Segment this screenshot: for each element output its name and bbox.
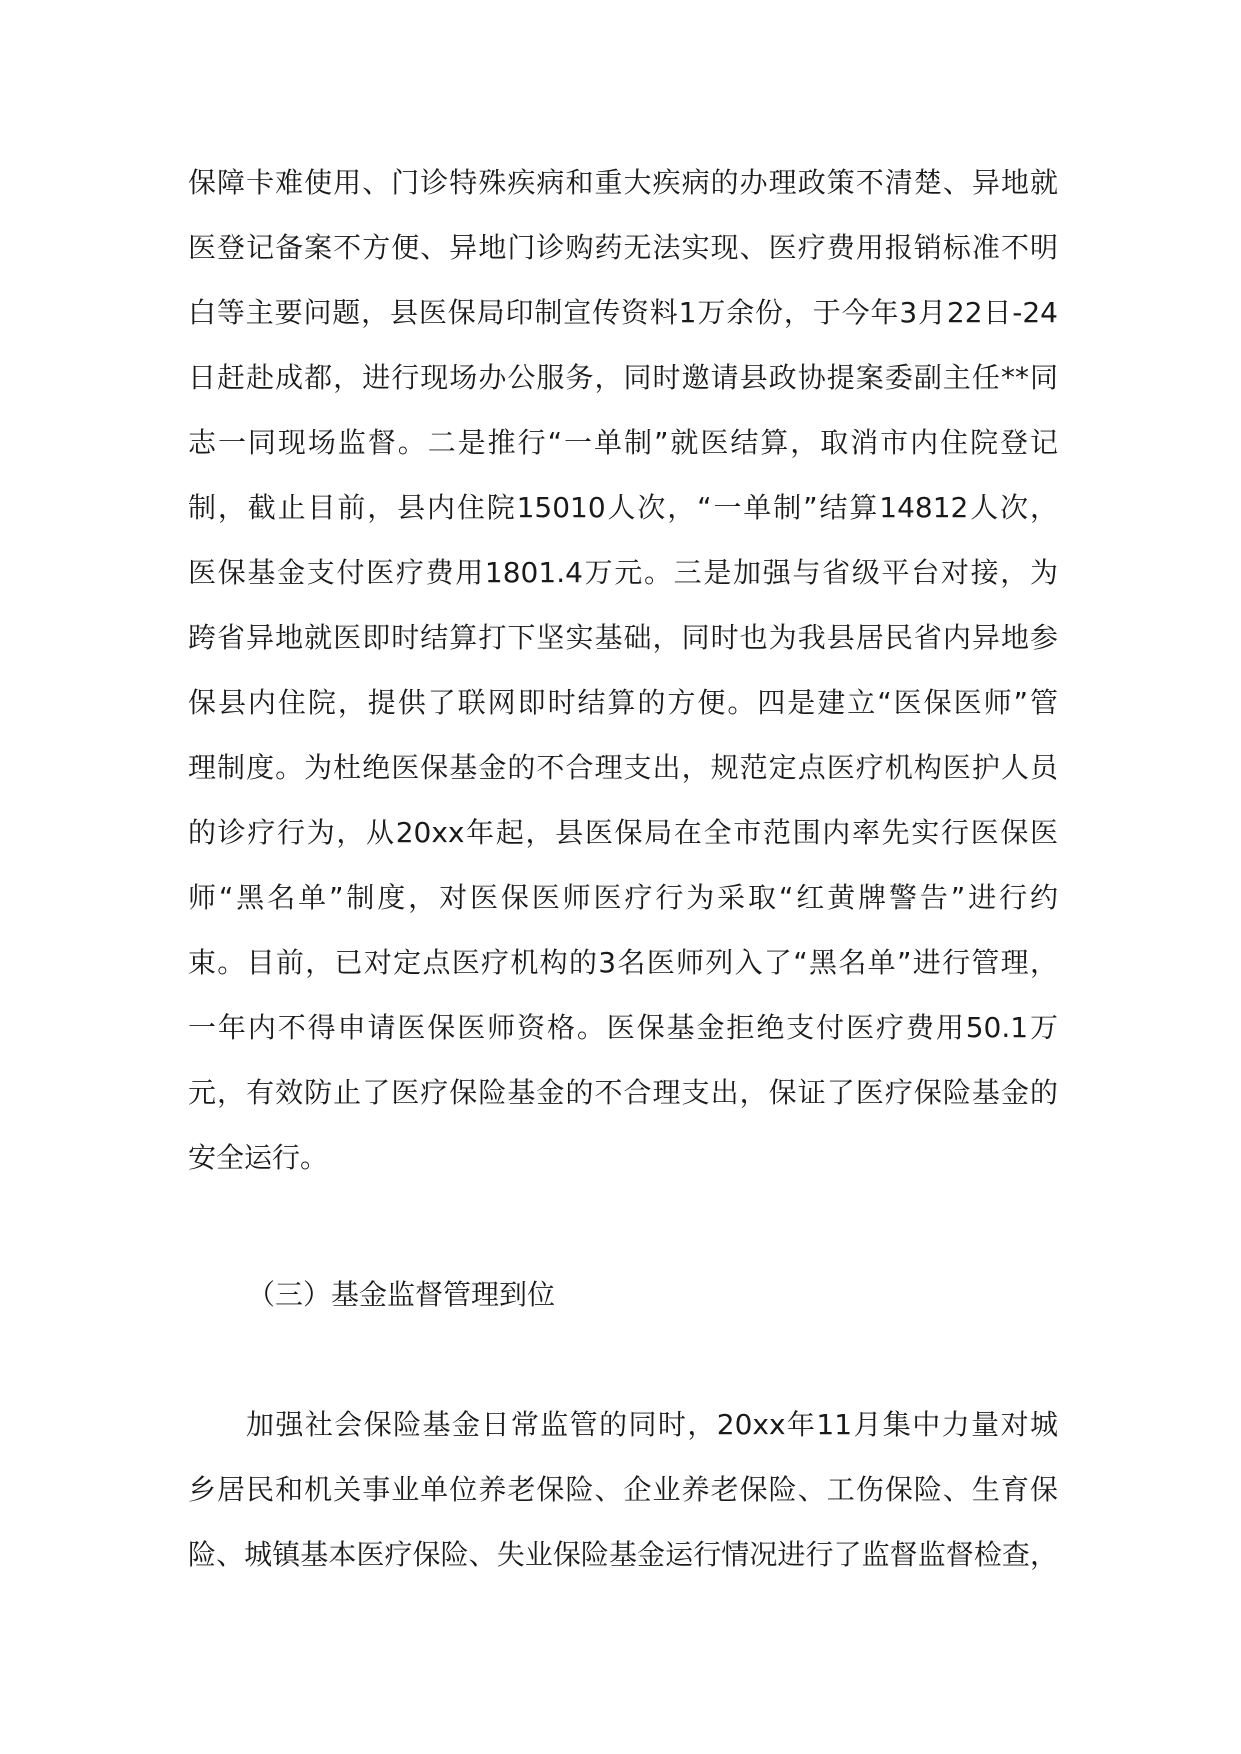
paragraph-line: 安全运行。	[188, 1141, 329, 1174]
paragraph-1	[188, 150, 1058, 1190]
paragraph-line: 一年内不得申请医保医师资格。医保基金拒绝支付医疗费用50.1万	[188, 1011, 1058, 1044]
paragraph-line: 险、城镇基本医疗保险、失业保险基金运行情况进行了监督监督检查，	[188, 1538, 1058, 1571]
paragraph-line: 加强社会保险基金日常监管的同时，20xx年11月集中力量对城	[246, 1408, 1058, 1441]
paragraph-line: 日赶赴成都，进行现场办公服务，同时邀请县政协提案委副主任**同	[188, 361, 1058, 394]
paragraph-line: 保县内住院，提供了联网即时结算的方便。四是建立“医保医师”管	[188, 686, 1058, 719]
paragraph-line: 制，截止目前，县内住院15010人次，“一单制”结算14812人次，	[188, 491, 1058, 524]
paragraph-line: 跨省异地就医即时结算打下坚实基础，同时也为我县居民省内异地参	[188, 621, 1058, 654]
paragraph-line: 保障卡难使用、门诊特殊疾病和重大疾病的办理政策不清楚、异地就	[188, 166, 1058, 199]
paragraph-line: 元，有效防止了医疗保险基金的不合理支出，保证了医疗保险基金的	[188, 1076, 1058, 1109]
paragraph-line: 白等主要问题，县医保局印制宣传资料1万余份，于今年3月22日-24	[188, 296, 1058, 329]
paragraph-line: 乡居民和机关事业单位养老保险、企业养老保险、工伤保险、生育保	[188, 1473, 1058, 1506]
paragraph-line: 医保基金支付医疗费用1801.4万元。三是加强与省级平台对接，为	[188, 556, 1058, 589]
paragraph-line: 理制度。为杜绝医保基金的不合理支出，规范定点医疗机构医护人员	[188, 751, 1058, 784]
paragraph-line: 的诊疗行为，从20xx年起，县医保局在全市范围内率先实行医保医	[188, 816, 1058, 849]
paragraph-line: 医登记备案不方便、异地门诊购药无法实现、医疗费用报销标准不明	[188, 231, 1058, 264]
paragraph-line: 志一同现场监督。二是推行“一单制”就医结算，取消市内住院登记	[188, 426, 1058, 459]
paragraph-line: 师“黑名单”制度，对医保医师医疗行为采取“红黄牌警告”进行约	[188, 881, 1058, 914]
paragraph-line: 束。目前，已对定点医疗机构的3名医师列入了“黑名单”进行管理，	[188, 946, 1058, 979]
section-heading	[247, 1262, 1047, 1327]
paragraph-2	[188, 1392, 1058, 1587]
section-heading-text: （三）基金监督管理到位	[247, 1278, 556, 1311]
